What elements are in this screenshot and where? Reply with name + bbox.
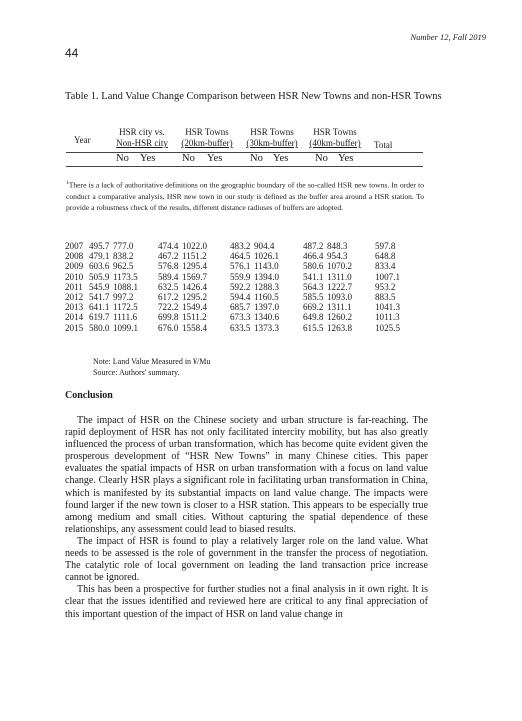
value-cell: 589.4 <box>158 271 179 282</box>
header-group-3-line2: (30km-buffer) <box>246 138 298 148</box>
value-cell: 1558.4 <box>182 322 208 333</box>
table-row <box>65 261 415 271</box>
value-cell: 848.3 <box>327 241 348 251</box>
table-note: Note: Land Value Measured in ¥/Mu <box>93 357 211 366</box>
value-cell: 467.2 <box>158 251 179 262</box>
header-group-4 <box>305 127 365 149</box>
table-row <box>65 251 415 261</box>
value-cell: 777.0 <box>113 241 134 251</box>
value-cell: 632.5 <box>158 281 179 292</box>
table-row <box>65 302 415 312</box>
table-title: Table 1. Land Value Change Comparison between HSR New Towns and non-HSR Towns <box>65 91 442 102</box>
value-cell: 1260.2 <box>327 312 353 323</box>
value-cell: 1160.5 <box>254 292 279 303</box>
value-cell: 1111.6 <box>113 312 137 323</box>
no-label: No <box>182 153 195 164</box>
value-cell: 1222.7 <box>327 281 353 292</box>
value-cell: 1099.1 <box>113 322 139 333</box>
year-cell: 2012 <box>65 292 84 303</box>
footnote-text: There is a lack of authoritative definitions on the geographic boundary of the so-called HSR new towns. In order to conduct a comparative analysis, HSR new town in our study is defined as the buffer area around a HSR station. To provide a robustness check of the results, different distance radiuses of buffers are adopted. <box>66 180 424 212</box>
value-cell: 1070.2 <box>327 261 353 272</box>
value-cell: 1025.5 <box>375 322 401 333</box>
table-row <box>65 292 415 302</box>
value-cell: 559.9 <box>230 271 251 282</box>
yes-label: Yes <box>273 153 289 164</box>
table-footnote <box>66 178 424 213</box>
value-cell: 580.0 <box>89 322 110 333</box>
value-cell: 1041.3 <box>375 302 401 313</box>
value-cell: 1394.0 <box>254 271 280 282</box>
value-cell: 904.4 <box>254 241 275 251</box>
yes-label: Yes <box>140 153 156 164</box>
value-cell: 466.4 <box>303 251 324 262</box>
value-cell: 1288.3 <box>254 281 280 292</box>
header-group-4-line1: HSR Towns <box>313 127 357 137</box>
value-cell: 617.2 <box>158 292 179 303</box>
value-cell: 541.1 <box>303 271 324 282</box>
value-cell: 1026.1 <box>254 251 280 262</box>
table-notes <box>93 356 210 378</box>
value-cell: 1397.0 <box>254 302 280 313</box>
value-cell: 1295.2 <box>182 292 208 303</box>
table-row <box>65 241 415 251</box>
no-label: No <box>116 153 129 164</box>
value-cell: 962.5 <box>113 261 134 272</box>
year-header: Year <box>74 135 91 145</box>
paragraph: This has been a prospective for further studies not a final analysis in it own right. It is clear that the issues identified and reviewed here are critical to any final appreciation of this important question of the impact of HSR on land value change in <box>65 584 428 620</box>
value-cell: 1172.5 <box>113 302 138 313</box>
value-cell: 483.2 <box>230 241 251 251</box>
value-cell: 1295.4 <box>182 261 208 272</box>
value-cell: 648.8 <box>375 251 396 262</box>
no-label: No <box>250 153 263 164</box>
year-cell: 2009 <box>65 261 84 272</box>
section-heading: Conclusion <box>65 390 113 401</box>
year-cell: 2010 <box>65 271 84 282</box>
header-group-2-line1: HSR Towns <box>185 127 229 137</box>
table-row <box>65 312 415 322</box>
table-row <box>65 272 415 282</box>
value-cell: 953.2 <box>375 281 396 292</box>
value-cell: 954.3 <box>327 251 348 262</box>
value-cell: 576.1 <box>230 261 251 272</box>
no-label: No <box>315 153 328 164</box>
land-value-table <box>65 241 415 333</box>
header-group-1-line2: Non-HSR city <box>116 138 168 148</box>
value-cell: 597.8 <box>375 241 396 251</box>
value-cell: 1143.0 <box>254 261 279 272</box>
value-cell: 1022.0 <box>182 241 208 251</box>
value-cell: 474.4 <box>158 241 179 251</box>
footnote-marker: 1 <box>66 180 69 186</box>
header-group-2 <box>176 127 238 149</box>
yes-label: Yes <box>207 153 223 164</box>
table-row <box>65 282 415 292</box>
year-cell: 2014 <box>65 312 84 323</box>
year-cell: 2013 <box>65 302 84 313</box>
header-rule <box>66 152 423 153</box>
value-cell: 1426.4 <box>182 281 208 292</box>
table-source: Source: Authors' summary. <box>93 368 180 377</box>
value-cell: 633.5 <box>230 322 251 333</box>
value-cell: 1311.0 <box>327 271 352 282</box>
value-cell: 479.1 <box>89 251 110 262</box>
page-number: 44 <box>65 46 79 60</box>
header-group-3-line1: HSR Towns <box>250 127 294 137</box>
value-cell: 592.2 <box>230 281 251 292</box>
value-cell: 580.6 <box>303 261 324 272</box>
header-group-1-line1: HSR city vs. <box>119 127 165 137</box>
value-cell: 541.7 <box>89 292 110 303</box>
value-cell: 545.9 <box>89 281 110 292</box>
header-group-3 <box>241 127 303 149</box>
value-cell: 722.2 <box>158 302 179 313</box>
value-cell: 1263.8 <box>327 322 353 333</box>
header-group-4-line2: (40km-buffer) <box>309 138 361 148</box>
value-cell: 487.2 <box>303 241 324 251</box>
value-cell: 564.3 <box>303 281 324 292</box>
value-cell: 685.7 <box>230 302 251 313</box>
value-cell: 676.0 <box>158 322 179 333</box>
header-bottom-rule <box>66 166 423 167</box>
header-group-1 <box>110 127 174 149</box>
value-cell: 1151.2 <box>182 251 207 262</box>
value-cell: 576.8 <box>158 261 179 272</box>
value-cell: 838.2 <box>113 251 134 262</box>
value-cell: 585.5 <box>303 292 324 303</box>
value-cell: 1093.0 <box>327 292 353 303</box>
year-cell: 2015 <box>65 322 84 333</box>
value-cell: 619.7 <box>89 312 110 323</box>
year-cell: 2007 <box>65 241 84 251</box>
value-cell: 1007.1 <box>375 271 401 282</box>
value-cell: 1011.3 <box>375 312 400 323</box>
value-cell: 673.3 <box>230 312 251 323</box>
paragraph: The impact of HSR on the Chinese society and urban structure is far-reaching. The rapid deployment of HSR has not only facilitated intercity mobility, but has also greatly influenced the process of urban transformation, which has become quite evident given the prosperous development of “HSR New Towns” in many Chinese cities. This paper evaluates the spatial impacts of HSR on urban transformation with a focus on land value change. Clearly HSR plays a significant role in facilitating urban transformation in China, which is manifested by its substantial impacts on land value change. The impacts were found larger if the new town is closer to a HSR station. This appears to be especially true among medium and small cities. Without capturing the spatial dependence of these relationships, any assessment could lead to biased results. <box>65 415 428 535</box>
value-cell: 669.2 <box>303 302 324 313</box>
yes-label: Yes <box>338 153 354 164</box>
value-cell: 1311.1 <box>327 302 352 313</box>
value-cell: 615.5 <box>303 322 324 333</box>
value-cell: 1373.3 <box>254 322 280 333</box>
value-cell: 1340.6 <box>254 312 280 323</box>
total-header: Total <box>374 140 393 150</box>
header-group-2-line2: (20km-buffer) <box>181 138 233 148</box>
value-cell: 1549.4 <box>182 302 208 313</box>
value-cell: 997.2 <box>113 292 134 303</box>
value-cell: 699.8 <box>158 312 179 323</box>
running-header: Number 12, Fall 2019 <box>410 32 486 42</box>
value-cell: 883.5 <box>375 292 396 303</box>
value-cell: 464.5 <box>230 251 251 262</box>
value-cell: 641.1 <box>89 302 110 313</box>
value-cell: 505.9 <box>89 271 110 282</box>
value-cell: 1511.2 <box>182 312 207 323</box>
year-cell: 2008 <box>65 251 84 262</box>
paragraph: The impact of HSR is found to play a relatively larger role on the land value. What needs to be assessed is the role of government in the transfer the process of negotiation. The catalytic role of local government on leading the land transaction price increase cannot be ignored. <box>65 535 428 584</box>
value-cell: 495.7 <box>89 241 110 251</box>
value-cell: 833.4 <box>375 261 396 272</box>
value-cell: 1569.7 <box>182 271 208 282</box>
conclusion-body <box>65 415 428 621</box>
value-cell: 594.4 <box>230 292 251 303</box>
value-cell: 603.6 <box>89 261 110 272</box>
table-row <box>65 323 415 333</box>
value-cell: 1173.5 <box>113 271 138 282</box>
value-cell: 1088.1 <box>113 281 139 292</box>
value-cell: 649.8 <box>303 312 324 323</box>
year-cell: 2011 <box>65 281 83 292</box>
